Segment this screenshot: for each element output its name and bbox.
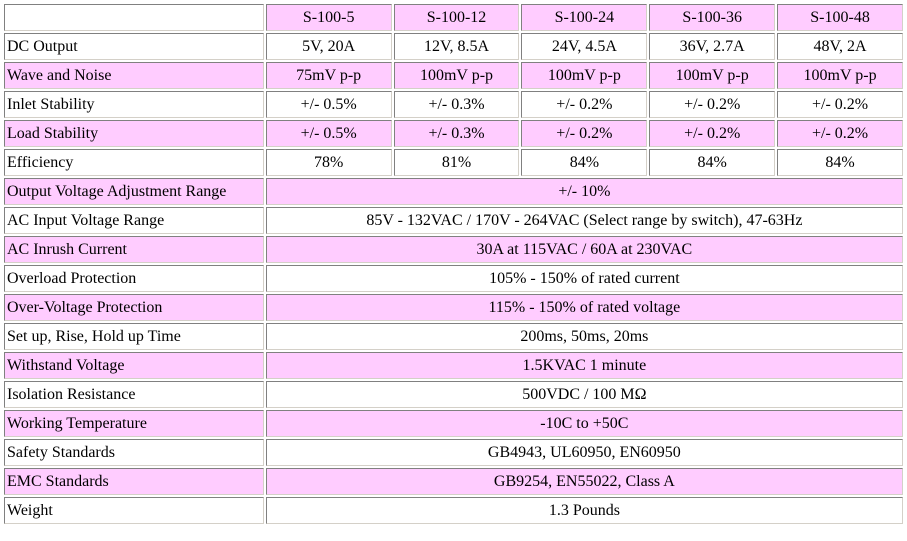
row-label: Over-Voltage Protection — [4, 294, 264, 321]
row-value: 84% — [777, 149, 903, 176]
row-value: 200ms, 50ms, 20ms — [266, 323, 903, 350]
header-corner-cell — [4, 4, 264, 31]
row-value: 75mV p-p — [266, 62, 392, 89]
table-row — [4, 207, 903, 234]
row-label: Working Temperature — [4, 410, 264, 437]
row-label: Isolation Resistance — [4, 381, 264, 408]
row-value: 30A at 115VAC / 60A at 230VAC — [266, 236, 903, 263]
row-value: 78% — [266, 149, 392, 176]
table-row — [4, 294, 903, 321]
row-value: +/- 0.3% — [394, 120, 520, 147]
table-row — [4, 178, 903, 205]
row-label: Load Stability — [4, 120, 264, 147]
row-value: 500VDC / 100 MΩ — [266, 381, 903, 408]
row-value: 84% — [649, 149, 775, 176]
row-value: 24V, 4.5A — [521, 33, 647, 60]
row-label: Efficiency — [4, 149, 264, 176]
row-label: DC Output — [4, 33, 264, 60]
model-header: S-100-36 — [649, 4, 775, 31]
row-value: 81% — [394, 149, 520, 176]
row-value: 85V - 132VAC / 170V - 264VAC (Select range by switch), 47-63Hz — [266, 207, 903, 234]
row-value: 115% - 150% of rated voltage — [266, 294, 903, 321]
row-value: +/- 0.2% — [649, 91, 775, 118]
row-value: 100mV p-p — [649, 62, 775, 89]
row-value: -10C to +50C — [266, 410, 903, 437]
table-row — [4, 352, 903, 379]
row-label: Overload Protection — [4, 265, 264, 292]
row-label: Withstand Voltage — [4, 352, 264, 379]
row-label: Wave and Noise — [4, 62, 264, 89]
row-value: +/- 0.3% — [394, 91, 520, 118]
row-value: 12V, 8.5A — [394, 33, 520, 60]
row-label: Safety Standards — [4, 439, 264, 466]
header-row — [4, 4, 903, 31]
row-value: 100mV p-p — [777, 62, 903, 89]
table-row — [4, 120, 903, 147]
row-value: 84% — [521, 149, 647, 176]
table-row — [4, 439, 903, 466]
row-value: GB4943, UL60950, EN60950 — [266, 439, 903, 466]
row-value: +/- 0.2% — [777, 120, 903, 147]
row-value: 5V, 20A — [266, 33, 392, 60]
model-header: S-100-24 — [521, 4, 647, 31]
row-label: AC Input Voltage Range — [4, 207, 264, 234]
row-label: Set up, Rise, Hold up Time — [4, 323, 264, 350]
row-label: Weight — [4, 497, 264, 524]
row-value: +/- 0.2% — [521, 91, 647, 118]
model-header: S-100-5 — [266, 4, 392, 31]
spec-table — [2, 2, 905, 526]
table-row — [4, 410, 903, 437]
row-label: AC Inrush Current — [4, 236, 264, 263]
row-value: 100mV p-p — [394, 62, 520, 89]
row-label: EMC Standards — [4, 468, 264, 495]
row-value: +/- 0.2% — [649, 120, 775, 147]
table-row — [4, 323, 903, 350]
row-value: 1.5KVAC 1 minute — [266, 352, 903, 379]
spec-table-body — [4, 4, 903, 524]
row-value: +/- 0.2% — [777, 91, 903, 118]
table-row — [4, 381, 903, 408]
model-header: S-100-48 — [777, 4, 903, 31]
row-label: Output Voltage Adjustment Range — [4, 178, 264, 205]
row-value: +/- 0.5% — [266, 91, 392, 118]
row-value: 105% - 150% of rated current — [266, 265, 903, 292]
table-row — [4, 33, 903, 60]
table-row — [4, 468, 903, 495]
row-value: 48V, 2A — [777, 33, 903, 60]
table-row — [4, 149, 903, 176]
row-value: 100mV p-p — [521, 62, 647, 89]
table-row — [4, 62, 903, 89]
row-value: +/- 0.5% — [266, 120, 392, 147]
row-value: GB9254, EN55022, Class A — [266, 468, 903, 495]
row-value: 36V, 2.7A — [649, 33, 775, 60]
table-row — [4, 265, 903, 292]
table-row — [4, 497, 903, 524]
row-value: +/- 10% — [266, 178, 903, 205]
model-header: S-100-12 — [394, 4, 520, 31]
table-row — [4, 236, 903, 263]
table-row — [4, 91, 903, 118]
row-value: +/- 0.2% — [521, 120, 647, 147]
row-value: 1.3 Pounds — [266, 497, 903, 524]
row-label: Inlet Stability — [4, 91, 264, 118]
